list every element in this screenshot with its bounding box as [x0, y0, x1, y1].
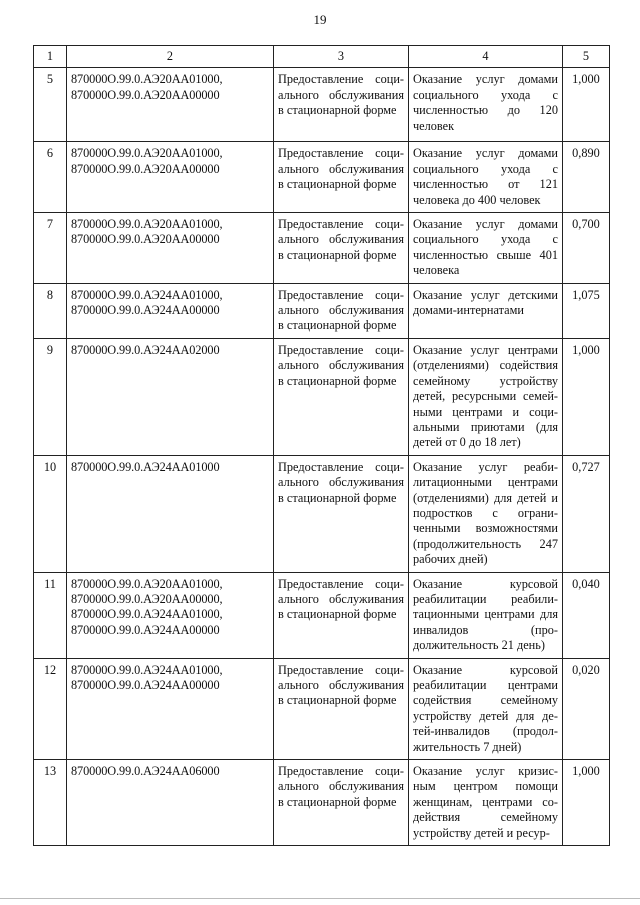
table-row — [34, 142, 610, 213]
value-cell: 1,000 — [563, 760, 610, 846]
form-cell: Предоставление соци-ального обслуживания в стационарной форме — [274, 658, 409, 759]
description-cell: Оказание услуг домами социального ухода с численностью до 120 человек — [409, 68, 563, 142]
value-cell: 1,075 — [563, 283, 610, 338]
table-row — [34, 760, 610, 846]
page-edge-line — [0, 898, 640, 899]
value-cell: 1,000 — [563, 338, 610, 455]
row-number-cell: 6 — [34, 142, 67, 213]
value-cell: 0,020 — [563, 658, 610, 759]
table-row — [34, 338, 610, 455]
page-number: 19 — [313, 12, 327, 27]
value-cell: 0,890 — [563, 142, 610, 213]
row-number-cell: 9 — [34, 338, 67, 455]
header-cell: 1 — [34, 46, 67, 68]
form-cell: Предоставление соци-ального обслуживания в стационарной форме — [274, 760, 409, 846]
table-row — [34, 455, 610, 572]
form-cell: Предоставление соци-ального обслуживания в стационарной форме — [274, 283, 409, 338]
description-cell: Оказание курсовой реабилитации реабили-тационными центрами для инвалидов (про-должительность 21 день) — [409, 572, 563, 658]
form-cell: Предоставление соци-ального обслуживания в стационарной форме — [274, 338, 409, 455]
row-number-cell: 12 — [34, 658, 67, 759]
row-number-cell: 11 — [34, 572, 67, 658]
form-cell: Предоставление соци-ального обслуживания в стационарной форме — [274, 572, 409, 658]
table-row — [34, 658, 610, 759]
table-row — [34, 572, 610, 658]
row-number-cell: 5 — [34, 68, 67, 142]
table-row — [34, 68, 610, 142]
row-number-cell: 7 — [34, 213, 67, 284]
form-cell: Предоставление соци-ального обслуживания в стационарной форме — [274, 68, 409, 142]
header-cell: 3 — [274, 46, 409, 68]
header-cell: 4 — [409, 46, 563, 68]
code-cell: 870000О.99.0.АЭ24АА01000, 870000О.99.0.АЭ24АА00000 — [67, 283, 274, 338]
services-table — [33, 45, 610, 846]
code-cell: 870000О.99.0.АЭ20АА01000, 870000О.99.0.АЭ20АА00000, 870000О.99.0.АЭ24АА01000, 870000О.99.0.АЭ24АА00000 — [67, 572, 274, 658]
header-cell: 5 — [563, 46, 610, 68]
code-cell: 870000О.99.0.АЭ20АА01000, 870000О.99.0.АЭ20АА00000 — [67, 68, 274, 142]
value-cell: 1,000 — [563, 68, 610, 142]
value-cell: 0,727 — [563, 455, 610, 572]
row-number-cell: 13 — [34, 760, 67, 846]
row-number-cell: 10 — [34, 455, 67, 572]
description-cell: Оказание услуг домами социального ухода с численностью от 121 человека до 400 человек — [409, 142, 563, 213]
form-cell: Предоставление соци-ального обслуживания в стационарной форме — [274, 213, 409, 284]
header-cell: 2 — [67, 46, 274, 68]
code-cell: 870000О.99.0.АЭ24АА02000 — [67, 338, 274, 455]
code-cell: 870000О.99.0.АЭ24АА01000 — [67, 455, 274, 572]
code-cell: 870000О.99.0.АЭ24АА06000 — [67, 760, 274, 846]
value-cell: 0,040 — [563, 572, 610, 658]
value-cell: 0,700 — [563, 213, 610, 284]
table-row — [34, 283, 610, 338]
description-cell: Оказание курсовой реабилитации центрами содействия семейному устройству детей для де-тей-инвалидов (продол-жительность 7 дней) — [409, 658, 563, 759]
description-cell: Оказание услуг детскими домами-интернатами — [409, 283, 563, 338]
code-cell: 870000О.99.0.АЭ20АА01000, 870000О.99.0.АЭ20АА00000 — [67, 213, 274, 284]
description-cell: Оказание услуг кризис-ным центром помощи женщинам, центрами со-действия семейному устройству детей и ресур- — [409, 760, 563, 846]
row-number-cell: 8 — [34, 283, 67, 338]
code-cell: 870000О.99.0.АЭ20АА01000, 870000О.99.0.АЭ20АА00000 — [67, 142, 274, 213]
description-cell: Оказание услуг центрами (отделениями) содействия семейному устройству детей, ресурсными семей-ными центрами и соци-альными приютами (для детей от 0 до 18 лет) — [409, 338, 563, 455]
description-cell: Оказание услуг домами социального ухода с численностью свыше 401 человека — [409, 213, 563, 284]
header-row — [34, 46, 610, 68]
code-cell: 870000О.99.0.АЭ24АА01000, 870000О.99.0.АЭ24АА00000 — [67, 658, 274, 759]
form-cell: Предоставление соци-ального обслуживания в стационарной форме — [274, 142, 409, 213]
table-row — [34, 213, 610, 284]
form-cell: Предоставление соци-ального обслуживания в стационарной форме — [274, 455, 409, 572]
description-cell: Оказание услуг реаби-литационными центрами (отделениями) для детей и подростков с ограни-ченными возможностями (продолжительность 247 рабочих дней) — [409, 455, 563, 572]
